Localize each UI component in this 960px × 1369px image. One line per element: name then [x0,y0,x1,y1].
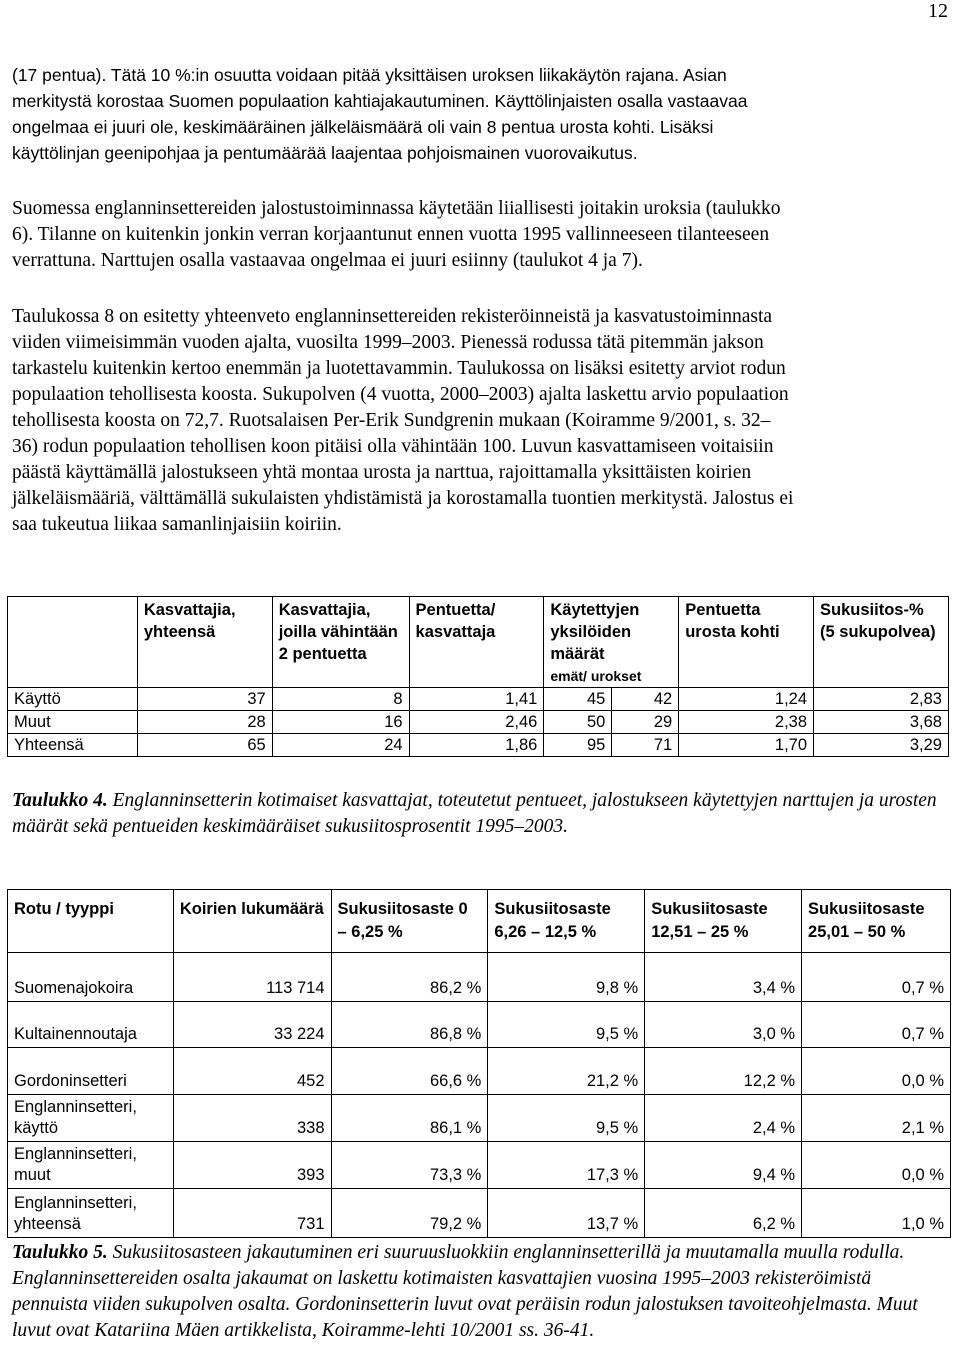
paragraph-2 [12,196,948,274]
table-5-header-range-1: Sukusiitosaste 0 – 6,25 % [331,890,488,953]
cell: 0,7 % [802,953,951,1002]
table-row [8,1048,951,1095]
table-5-caption [12,1240,948,1344]
table-5 [7,889,951,1238]
cell: 0,0 % [802,1048,951,1095]
cell: 2,83 [814,688,949,711]
cell: 17,3 % [488,1142,645,1189]
table-4-header-breeders-2-litters: Kasvattajia, joilla vähintään 2 pentuetta [272,597,409,688]
table-row [8,1189,951,1238]
table-4-header-breeders-total: Kasvattajia, yhteensä [137,597,272,688]
cell: 452 [173,1048,331,1095]
table-4-header-litters-per-male: Pentuetta urosta kohti [679,597,814,688]
cell: 9,5 % [488,1095,645,1142]
page-number: 12 [928,0,948,22]
paragraph-3-line: populaation tehollisesta koosta. Sukupolven (4 vuotta, 2000–2003) ajalta laskettu arvio populaation [12,384,789,405]
row-label: Käyttö [8,688,138,711]
paragraph-2-line: verrattuna. Narttujen osalla vastaavaa ongelmaa ei juuri esiinny (taulukot 4 ja 7). [12,250,643,271]
table-row [8,1002,951,1048]
table-row [8,734,949,757]
cell: 28 [137,711,272,734]
table-row [8,953,951,1002]
cell: 21,2 % [488,1048,645,1095]
cell: 731 [173,1189,331,1238]
cell: 1,24 [679,688,814,711]
cell: 79,2 % [331,1189,488,1238]
row-label: Gordoninsetteri [8,1048,174,1095]
cell: 86,8 % [331,1002,488,1048]
cell: 113 714 [173,953,331,1002]
table-5-header-row [8,890,951,953]
paragraph-2-line: 6). Tilanne on kuitenkin jonkin verran korjaantunut ennen vuotta 1995 vallinneeseen tilanteeseen [12,224,770,245]
cell: 9,4 % [645,1142,802,1189]
table-5-header-range-4: Sukusiitosaste 25,01 – 50 % [802,890,951,953]
paragraph-1-line: käyttölinjan geenipohjaa ja pentumäärää laajentaa pohjoismainen vuorovaikutus. [12,143,638,163]
table-4-header-row [8,597,949,688]
cell: 3,68 [814,711,949,734]
table-5-header-range-3: Sukusiitosaste 12,51 – 25 % [645,890,802,953]
table-5-header-breed: Rotu / tyyppi [8,890,174,953]
table-row [8,1095,951,1142]
row-label: Englanninsetteri, muut [8,1142,174,1189]
paragraph-3-line: tehollisesta koosta on 72,7. Ruotsalaisen Per-Erik Sundgrenin mukaan (Koiramme 9/2001, s. 32– [12,410,771,431]
paragraph-3-line: saa tukeutua liikaa samanlinjaisiin koiriin. [12,514,342,535]
paragraph-1-line: (17 pentua). Tätä 10 %:in osuutta voidaan pitää yksittäisen uroksen liikakäytön rajana. Asian [12,65,727,85]
table-4-caption [12,788,948,840]
table-4-header-inbreeding: Sukusiitos-% (5 sukupolvea) [814,597,949,688]
table-4-caption-label: Taulukko 4. [12,790,108,811]
cell: 86,1 % [331,1095,488,1142]
paragraph-3-line: 36) rodun populaation tehollisen koon pitäisi olla vähintään 100. Luvun kasvattamiseen voitaisiin [12,436,774,457]
cell: 2,1 % [802,1095,951,1142]
table-row [8,711,949,734]
cell: 6,2 % [645,1189,802,1238]
cell: 1,70 [679,734,814,757]
cell: 3,29 [814,734,949,757]
paragraph-1-line: merkitystä korostaa Suomen populaation kahtiajakautuminen. Käyttölinjaisten osalla vastaavaa [12,91,748,111]
table-row [8,688,949,711]
row-label: Muut [8,711,138,734]
paragraph-1 [12,62,948,166]
cell: 42 [612,688,679,711]
cell: 33 224 [173,1002,331,1048]
row-label: Suomenajokoira [8,953,174,1002]
cell: 2,46 [409,711,544,734]
row-label: Englanninsetteri, yhteensä [8,1189,174,1238]
cell: 1,41 [409,688,544,711]
table-5-header-count: Koirien lukumäärä [173,890,331,953]
row-label: Kultainennoutaja [8,1002,174,1048]
cell: 24 [272,734,409,757]
table-5-caption-label: Taulukko 5. [12,1242,108,1263]
cell: 50 [544,711,612,734]
cell: 95 [544,734,612,757]
row-label: Englanninsetteri, käyttö [8,1095,174,1142]
cell: 45 [544,688,612,711]
paragraph-3-line: päästä käyttämällä jalostukseen yhtä montaa urosta ja narttua, rajoittamalla yksittäisten koirien [12,462,752,483]
table-4 [7,596,949,757]
cell: 71 [612,734,679,757]
table-row [8,1142,951,1189]
cell: 73,3 % [331,1142,488,1189]
paragraph-3-line: Taulukossa 8 on esitetty yhteenveto englanninsettereiden rekisteröinneistä ja kasvatustoiminnasta [12,306,773,327]
cell: 8 [272,688,409,711]
cell: 0,7 % [802,1002,951,1048]
paragraph-3-line: viiden viimeisimmän vuoden ajalta, vuosilta 1999–2003. Pienessä rodussa tätä pitemmän jakson [12,332,764,353]
cell: 9,8 % [488,953,645,1002]
cell: 66,6 % [331,1048,488,1095]
cell: 0,0 % [802,1142,951,1189]
table-4-header-used-individuals [544,597,679,688]
table-4-caption-text: Englanninsetterin kotimaiset kasvattajat, toteutetut pentueet, jalostukseen käytettyjen narttujen ja urosten määrät sekä pentueiden keskimääräiset sukusiitosprosentit 1995–2003. [12,790,937,837]
cell: 338 [173,1095,331,1142]
table-4-header-litters-per-breeder: Pentuetta/ kasvattaja [409,597,544,688]
cell: 9,5 % [488,1002,645,1048]
cell: 13,7 % [488,1189,645,1238]
cell: 3,4 % [645,953,802,1002]
table-4-header-used-individuals-main: Käytettyjen yksilöiden määrät [550,601,640,663]
paragraph-1-line: ongelmaa ei juuri ole, keskimääräinen jälkeläismäärä oli vain 8 pentua urosta kohti. Lisäksi [12,117,714,137]
cell: 3,0 % [645,1002,802,1048]
paragraph-3-line: jälkeläismääriä, välttämällä sukulaisten yhdistämistä ja korostamalla tuontien merkitystä. Jalostus ei [12,488,794,509]
cell: 393 [173,1142,331,1189]
cell: 1,86 [409,734,544,757]
cell: 12,2 % [645,1048,802,1095]
table-5-caption-text: Sukusiitosasteen jakautuminen eri suuruusluokkiin englanninsetterillä ja muutamalla muulla rodulla. Englanninsettereiden osalta jakaumat on laskettu kotimaisten kasvattajien vuosina 1995–2003 rekisteröimistä pennuista viiden sukupolven osalta. Gordoninsetterin luvut ovat peräisin rodun jalostuksen tavoiteohjelmasta. Muut luvut ovat Katariina Mäen artikkelista, Koiramme-lehti 10/2001 ss. 36-41. [12,1242,918,1341]
row-label: Yhteensä [8,734,138,757]
cell: 16 [272,711,409,734]
paragraph-3 [12,304,948,538]
cell: 1,0 % [802,1189,951,1238]
table-4-header-empty [8,597,138,688]
cell: 29 [612,711,679,734]
cell: 86,2 % [331,953,488,1002]
cell: 65 [137,734,272,757]
cell: 2,38 [679,711,814,734]
paragraph-3-line: tarkastelu kuitenkin kertoo enemmän ja luotettavammin. Taulukossa on lisäksi esitetty arviot rodun [12,358,786,379]
table-4-header-used-individuals-sub: emät/ urokset [550,668,642,684]
cell: 37 [137,688,272,711]
table-5-header-range-2: Sukusiitosaste 6,26 – 12,5 % [488,890,645,953]
paragraph-2-line: Suomessa englanninsettereiden jalostustoiminnassa käytetään liiallisesti joitakin uroksia (taulukko [12,198,781,219]
cell: 2,4 % [645,1095,802,1142]
